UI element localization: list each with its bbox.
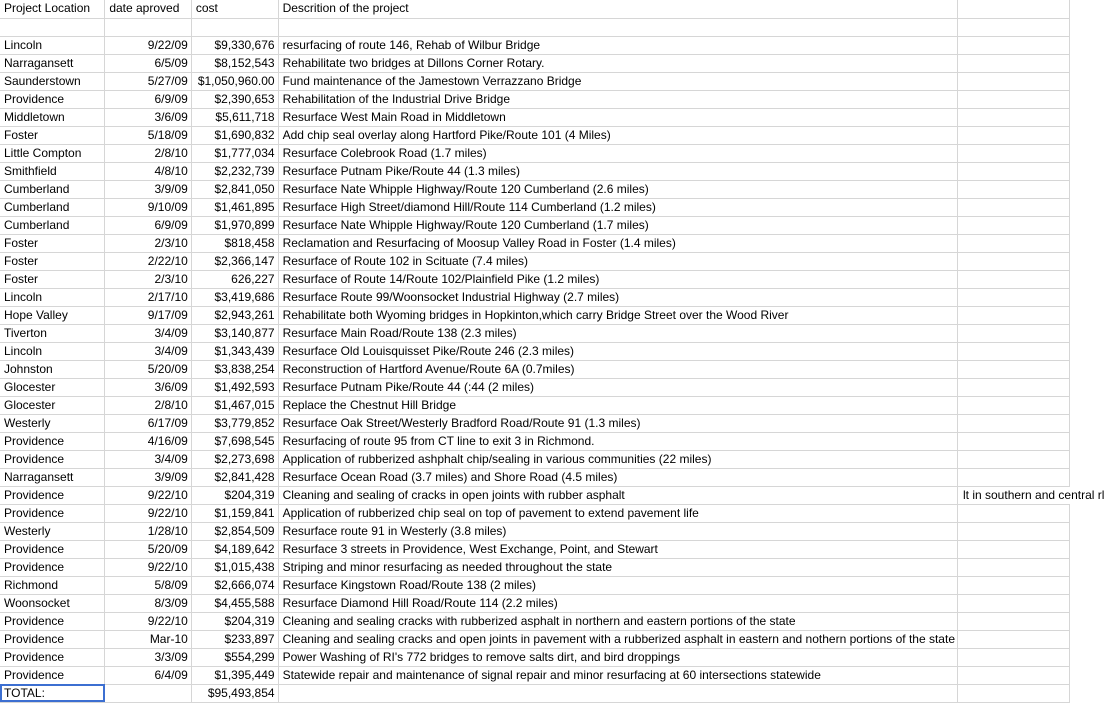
cell-description[interactable] xyxy=(278,324,957,342)
cell-date-approved[interactable]: 6/5/09 xyxy=(105,54,192,72)
cell-date-approved[interactable]: 6/17/09 xyxy=(105,414,192,432)
cell-description[interactable] xyxy=(278,414,957,432)
cell-project-location[interactable]: Smithfield xyxy=(0,162,105,180)
description-text: Application of rubberized chip seal on top of pavement to extend pavement life xyxy=(282,505,699,520)
table-row xyxy=(0,558,1070,576)
cell-project-location[interactable]: Providence xyxy=(0,504,105,522)
cell-extra[interactable] xyxy=(958,630,1070,648)
cell-description[interactable] xyxy=(278,216,957,234)
cell-date-approved[interactable]: 5/27/09 xyxy=(105,72,192,90)
cell-cost[interactable]: $4,455,588 xyxy=(191,594,278,612)
cell-date-approved[interactable]: 9/17/09 xyxy=(105,306,192,324)
description-text: Resurface of Route 102 in Scituate (7.4 miles) xyxy=(282,253,529,268)
header-description[interactable]: Descrition of the project xyxy=(278,0,957,18)
cell-extra[interactable] xyxy=(958,468,1070,486)
cell-description[interactable] xyxy=(278,378,957,396)
cell-cost[interactable]: $3,779,852 xyxy=(191,414,278,432)
cell-extra[interactable] xyxy=(958,234,1070,252)
cell-project-location[interactable]: Providence xyxy=(0,540,105,558)
cell-date-approved[interactable]: 2/3/10 xyxy=(105,234,192,252)
cell-date-approved[interactable]: 3/6/09 xyxy=(105,378,192,396)
table-row xyxy=(0,306,1070,324)
cell-cost[interactable]: $5,611,718 xyxy=(191,108,278,126)
header-row xyxy=(0,0,1070,18)
table-row xyxy=(0,234,1070,252)
cell-cost[interactable]: $2,943,261 xyxy=(191,306,278,324)
cell-extra[interactable] xyxy=(958,324,1070,342)
cell-extra[interactable] xyxy=(958,162,1070,180)
description-text: Resurface Diamond Hill Road/Route 114 (2.2 miles) xyxy=(282,595,558,610)
description-text: Resurface High Street/diamond Hill/Route 114 Cumberland (1.2 miles) xyxy=(282,199,656,214)
cell-description[interactable] xyxy=(278,468,957,486)
table-row xyxy=(0,288,1070,306)
cell-cost[interactable]: $9,330,676 xyxy=(191,36,278,54)
table-row xyxy=(0,126,1070,144)
table-row xyxy=(0,162,1070,180)
cell-description[interactable] xyxy=(278,648,957,666)
cell-extra[interactable] xyxy=(958,540,1070,558)
cell-project-location[interactable]: Lincoln xyxy=(0,342,105,360)
cell-date-approved[interactable]: 3/4/09 xyxy=(105,324,192,342)
total-row xyxy=(0,684,1070,702)
cell-date-approved[interactable]: 9/22/10 xyxy=(105,504,192,522)
description-text: resurfacing of route 146, Rehab of Wilbur Bridge xyxy=(282,37,541,52)
cell-project-location[interactable]: Providence xyxy=(0,648,105,666)
cell-extra[interactable] xyxy=(958,396,1070,414)
cell-extra[interactable] xyxy=(958,126,1070,144)
table-row xyxy=(0,72,1070,90)
cell-project-location[interactable]: Westerly xyxy=(0,414,105,432)
cell-cost[interactable]: $1,050,960.00 xyxy=(191,72,278,90)
cell-description[interactable] xyxy=(278,234,957,252)
cell-extra[interactable] xyxy=(958,612,1070,630)
cell-cost[interactable]: $3,419,686 xyxy=(191,288,278,306)
cell-project-location[interactable]: Middletown xyxy=(0,108,105,126)
cell-date-approved[interactable]: 2/22/10 xyxy=(105,252,192,270)
cell-cost[interactable]: $2,854,509 xyxy=(191,522,278,540)
description-text: Resurface Putnam Pike/Route 44 (:44 (2 miles) xyxy=(282,379,535,394)
table-row xyxy=(0,594,1070,612)
table-row xyxy=(0,486,1070,504)
cell-cost[interactable]: $2,232,739 xyxy=(191,162,278,180)
cell-description[interactable] xyxy=(278,432,957,450)
cell-extra[interactable] xyxy=(958,198,1070,216)
cell-cost[interactable]: $1,343,439 xyxy=(191,342,278,360)
description-text: Application of rubberized ashphalt chip/sealing in various communities (22 miles) xyxy=(282,451,712,466)
table-row xyxy=(0,612,1070,630)
cell-project-location[interactable]: Woonsocket xyxy=(0,594,105,612)
header-date-approved[interactable]: date aproved xyxy=(105,0,192,18)
cell-cost[interactable]: 626,227 xyxy=(191,270,278,288)
cell-extra[interactable] xyxy=(958,108,1070,126)
cell-date-approved[interactable]: 9/22/09 xyxy=(105,36,192,54)
description-text: Power Washing of RI's 772 bridges to remove salts dirt, and bird droppings xyxy=(282,649,680,664)
table-row xyxy=(0,378,1070,396)
cell-cost[interactable]: $1,970,899 xyxy=(191,216,278,234)
cell-extra[interactable] xyxy=(958,378,1070,396)
cell-cost[interactable]: $554,299 xyxy=(191,648,278,666)
cell-cost[interactable]: $2,273,698 xyxy=(191,450,278,468)
cell-cost[interactable]: $7,698,545 xyxy=(191,432,278,450)
cell-project-location[interactable]: Foster xyxy=(0,126,105,144)
cell-description[interactable] xyxy=(278,504,957,522)
description-text: Resurface Ocean Road (3.7 miles) and Shore Road (4.5 miles) xyxy=(282,469,618,484)
cell-project-location[interactable]: Narragansett xyxy=(0,54,105,72)
description-text: Fund maintenance of the Jamestown Verrazzano Bridge xyxy=(282,73,582,88)
cell-description[interactable] xyxy=(278,126,957,144)
empty-cell[interactable] xyxy=(958,18,1070,36)
cell-cost[interactable]: $3,838,254 xyxy=(191,360,278,378)
cell-cost[interactable]: $8,152,543 xyxy=(191,54,278,72)
table-row xyxy=(0,180,1070,198)
cell-extra[interactable] xyxy=(958,360,1070,378)
description-text: Striping and minor resurfacing as needed throughout the state xyxy=(282,559,613,574)
cell-cost[interactable]: $4,189,642 xyxy=(191,540,278,558)
cell-project-location[interactable]: Cumberland xyxy=(0,216,105,234)
description-text: Rehabilitate two bridges at Dillons Corner Rotary. xyxy=(282,55,545,70)
table-row xyxy=(0,324,1070,342)
empty-cell[interactable] xyxy=(0,18,105,36)
description-text: Rehabilitation of the Industrial Drive Bridge xyxy=(282,91,511,106)
table-row xyxy=(0,576,1070,594)
cell-project-location[interactable]: Lincoln xyxy=(0,36,105,54)
empty-cell[interactable] xyxy=(278,18,957,36)
cell-cost[interactable]: $2,366,147 xyxy=(191,252,278,270)
cell-project-location[interactable]: Providence xyxy=(0,450,105,468)
cell-description[interactable] xyxy=(278,396,957,414)
description-text: Resurface Putnam Pike/Route 44 (1.3 miles) xyxy=(282,163,521,178)
cell-description[interactable] xyxy=(278,270,957,288)
description-text: Rehabilitate both Wyoming bridges in Hopkinton,which carry Bridge Street over the Wood River xyxy=(282,307,789,322)
table-row xyxy=(0,396,1070,414)
cell-date-approved[interactable]: 3/9/09 xyxy=(105,180,192,198)
cell-date-approved[interactable]: 3/9/09 xyxy=(105,468,192,486)
cell-cost[interactable]: $1,015,438 xyxy=(191,558,278,576)
empty-cell[interactable] xyxy=(278,684,957,702)
description-text: Statewide repair and maintenance of signal repair and minor resurfacing at 60 intersections statewide xyxy=(282,667,821,682)
cell-extra[interactable] xyxy=(958,594,1070,612)
cell-date-approved[interactable]: Mar-10 xyxy=(105,630,192,648)
header-project-location[interactable]: Project Location xyxy=(0,0,105,18)
cell-extra[interactable] xyxy=(958,90,1070,108)
cell-description[interactable] xyxy=(278,144,957,162)
empty-cell[interactable] xyxy=(105,684,192,702)
cell-extra[interactable] xyxy=(958,288,1070,306)
description-text: Resurface Route 99/Woonsocket Industrial Highway (2.7 miles) xyxy=(282,289,620,304)
cell-cost[interactable]: $204,319 xyxy=(191,486,278,504)
cell-date-approved[interactable]: 3/4/09 xyxy=(105,450,192,468)
cell-cost[interactable]: $1,777,034 xyxy=(191,144,278,162)
description-text: Add chip seal overlay along Hartford Pike/Route 101 (4 Miles) xyxy=(282,127,611,142)
cell-project-location[interactable]: Providence xyxy=(0,630,105,648)
cell-date-approved[interactable]: 5/20/09 xyxy=(105,360,192,378)
cell-description[interactable] xyxy=(278,666,957,684)
cell-project-location[interactable]: Providence xyxy=(0,486,105,504)
empty-row xyxy=(0,18,1070,36)
cell-project-location[interactable]: Foster xyxy=(0,252,105,270)
description-text: Resurface Oak Street/Westerly Bradford Road/Route 91 (1.3 miles) xyxy=(282,415,641,430)
table-row xyxy=(0,90,1070,108)
cell-date-approved[interactable]: 2/17/10 xyxy=(105,288,192,306)
table-row xyxy=(0,630,1070,648)
cell-cost[interactable]: $233,897 xyxy=(191,630,278,648)
cell-description[interactable] xyxy=(278,612,957,630)
cell-date-approved[interactable]: 3/3/09 xyxy=(105,648,192,666)
cell-project-location[interactable]: Providence xyxy=(0,558,105,576)
cell-description[interactable] xyxy=(278,288,957,306)
cell-date-approved[interactable]: 9/22/10 xyxy=(105,558,192,576)
cell-cost[interactable]: $1,395,449 xyxy=(191,666,278,684)
cell-project-location[interactable]: Little Compton xyxy=(0,144,105,162)
cell-extra[interactable] xyxy=(958,576,1070,594)
cell-description[interactable] xyxy=(278,576,957,594)
cell-project-location[interactable]: Foster xyxy=(0,234,105,252)
cell-description[interactable] xyxy=(278,54,957,72)
cell-cost[interactable]: $2,841,050 xyxy=(191,180,278,198)
cell-description[interactable] xyxy=(278,306,957,324)
cell-project-location[interactable]: Foster xyxy=(0,270,105,288)
cell-project-location[interactable]: Lincoln xyxy=(0,288,105,306)
description-text: Cleaning and sealing of cracks in open joints with rubber asphalt xyxy=(282,487,625,502)
cell-project-location[interactable]: Providence xyxy=(0,432,105,450)
overflow-text: lt in southern and central rl xyxy=(963,487,1105,502)
cell-date-approved[interactable]: 6/4/09 xyxy=(105,666,192,684)
description-text: Resurface Main Road/Route 138 (2.3 miles) xyxy=(282,325,517,340)
cell-extra[interactable] xyxy=(958,648,1070,666)
empty-cell[interactable] xyxy=(958,0,1070,18)
cell-date-approved[interactable]: 1/28/10 xyxy=(105,522,192,540)
description-text: Resurface Colebrook Road (1.7 miles) xyxy=(282,145,487,160)
cell-cost[interactable]: $1,492,593 xyxy=(191,378,278,396)
cell-description[interactable] xyxy=(278,36,957,54)
cell-description[interactable] xyxy=(278,162,957,180)
table-row xyxy=(0,144,1070,162)
cell-description[interactable] xyxy=(278,180,957,198)
cell-description[interactable] xyxy=(278,522,957,540)
description-text: Reclamation and Resurfacing of Moosup Valley Road in Foster (1.4 miles) xyxy=(282,235,676,250)
description-text: Resurface Kingstown Road/Route 138 (2 miles) xyxy=(282,577,537,592)
total-label-cell[interactable]: TOTAL: xyxy=(0,684,105,702)
cell-description[interactable] xyxy=(278,90,957,108)
cell-project-location[interactable]: Glocester xyxy=(0,396,105,414)
cell-date-approved[interactable]: 3/4/09 xyxy=(105,342,192,360)
cell-project-location[interactable]: Providence xyxy=(0,612,105,630)
table-row xyxy=(0,252,1070,270)
cell-date-approved[interactable]: 2/3/10 xyxy=(105,270,192,288)
table-row xyxy=(0,522,1070,540)
cell-extra[interactable] xyxy=(958,414,1070,432)
empty-cell[interactable] xyxy=(105,18,192,36)
cell-project-location[interactable]: Cumberland xyxy=(0,180,105,198)
description-text: Resurface Old Louisquisset Pike/Route 246 (2.3 miles) xyxy=(282,343,575,358)
cell-date-approved[interactable]: 9/22/10 xyxy=(105,486,192,504)
cell-description[interactable] xyxy=(278,198,957,216)
cell-description[interactable] xyxy=(278,450,957,468)
cell-project-location[interactable]: Johnston xyxy=(0,360,105,378)
cell-cost[interactable]: $204,319 xyxy=(191,612,278,630)
cell-extra[interactable] xyxy=(958,36,1070,54)
cell-extra[interactable] xyxy=(958,504,1070,522)
cell-cost[interactable]: $2,390,653 xyxy=(191,90,278,108)
cell-project-location[interactable]: Westerly xyxy=(0,522,105,540)
cell-extra[interactable] xyxy=(958,72,1070,90)
table-row xyxy=(0,54,1070,72)
description-text: Cleaning and sealing cracks with rubberized asphalt in northern and eastern portions of the state xyxy=(282,613,796,628)
cell-date-approved[interactable]: 4/8/10 xyxy=(105,162,192,180)
description-text: Resurface 3 streets in Providence, West Exchange, Point, and Stewart xyxy=(282,541,658,556)
description-text: Resurface of Route 14/Route 102/Plainfield Pike (1.2 miles) xyxy=(282,271,600,286)
cell-date-approved[interactable]: 5/8/09 xyxy=(105,576,192,594)
cell-cost[interactable]: $2,666,074 xyxy=(191,576,278,594)
cell-extra[interactable] xyxy=(958,558,1070,576)
empty-cell[interactable] xyxy=(191,18,278,36)
cell-extra[interactable] xyxy=(958,342,1070,360)
table-row xyxy=(0,540,1070,558)
cell-extra[interactable] xyxy=(958,144,1070,162)
cell-description[interactable] xyxy=(278,630,957,648)
cell-extra[interactable] xyxy=(958,666,1070,684)
total-cost-cell[interactable]: $95,493,854 xyxy=(191,684,278,702)
cell-project-location[interactable]: Providence xyxy=(0,666,105,684)
cell-extra[interactable] xyxy=(958,450,1070,468)
cell-extra[interactable] xyxy=(958,54,1070,72)
table-row xyxy=(0,414,1070,432)
cell-extra[interactable] xyxy=(958,270,1070,288)
table-row xyxy=(0,36,1070,54)
description-text: Resurface Nate Whipple Highway/Route 120 Cumberland (2.6 miles) xyxy=(282,181,649,196)
cell-cost[interactable]: $3,140,877 xyxy=(191,324,278,342)
cell-date-approved[interactable]: 9/22/10 xyxy=(105,612,192,630)
cell-description[interactable] xyxy=(278,558,957,576)
table-row xyxy=(0,342,1070,360)
cell-date-approved[interactable]: 2/8/10 xyxy=(105,144,192,162)
cell-cost[interactable]: $1,461,895 xyxy=(191,198,278,216)
table-row xyxy=(0,450,1070,468)
table-row xyxy=(0,666,1070,684)
cell-project-location[interactable]: Saunderstown xyxy=(0,72,105,90)
cell-project-location[interactable]: Tiverton xyxy=(0,324,105,342)
table-row xyxy=(0,432,1070,450)
cell-extra[interactable] xyxy=(958,180,1070,198)
cell-date-approved[interactable]: 6/9/09 xyxy=(105,90,192,108)
cell-description[interactable] xyxy=(278,486,957,504)
cell-date-approved[interactable]: 9/10/09 xyxy=(105,198,192,216)
cell-description[interactable] xyxy=(278,594,957,612)
table-row xyxy=(0,216,1070,234)
cell-project-location[interactable]: Narragansett xyxy=(0,468,105,486)
table-row xyxy=(0,468,1070,486)
cell-cost[interactable]: $1,690,832 xyxy=(191,126,278,144)
table-row xyxy=(0,108,1070,126)
description-text: Cleaning and sealing cracks and open joints in pavement with a rubberized asphalt in eastern and nothern portions of the state xyxy=(282,631,955,646)
cell-description[interactable] xyxy=(278,342,957,360)
cell-date-approved[interactable]: 4/16/09 xyxy=(105,432,192,450)
cell-cost[interactable]: $2,841,428 xyxy=(191,468,278,486)
table-row xyxy=(0,648,1070,666)
cell-date-approved[interactable]: 8/3/09 xyxy=(105,594,192,612)
description-text: Resurfacing of route 95 from CT line to exit 3 in Richmond. xyxy=(282,433,595,448)
cell-date-approved[interactable]: 2/8/10 xyxy=(105,396,192,414)
description-text: Replace the Chestnut Hill Bridge xyxy=(282,397,456,412)
cell-extra[interactable] xyxy=(958,522,1070,540)
cell-cost[interactable]: $1,467,015 xyxy=(191,396,278,414)
cell-cost[interactable]: $818,458 xyxy=(191,234,278,252)
cell-extra[interactable] xyxy=(958,432,1070,450)
table-row xyxy=(0,198,1070,216)
description-text: Resurface route 91 in Westerly (3.8 miles) xyxy=(282,523,507,538)
description-text: Resurface West Main Road in Middletown xyxy=(282,109,506,124)
table-row xyxy=(0,504,1070,522)
cell-description[interactable] xyxy=(278,72,957,90)
cell-date-approved[interactable]: 5/20/09 xyxy=(105,540,192,558)
cell-project-location[interactable]: Richmond xyxy=(0,576,105,594)
description-text: Resurface Nate Whipple Highway/Route 120 Cumberland (1.7 miles) xyxy=(282,217,649,232)
cell-extra[interactable] xyxy=(958,216,1070,234)
cell-description[interactable] xyxy=(278,108,957,126)
description-text: Reconstruction of Hartford Avenue/Route 6A (0.7miles) xyxy=(282,361,575,376)
table-row xyxy=(0,360,1070,378)
cell-project-location[interactable]: Providence xyxy=(0,90,105,108)
header-cost[interactable]: cost xyxy=(191,0,278,18)
cell-description[interactable] xyxy=(278,360,957,378)
empty-cell[interactable] xyxy=(958,684,1070,702)
cell-date-approved[interactable]: 3/6/09 xyxy=(105,108,192,126)
cell-extra[interactable] xyxy=(958,486,1105,504)
cell-date-approved[interactable]: 6/9/09 xyxy=(105,216,192,234)
cell-description[interactable] xyxy=(278,252,957,270)
cell-project-location[interactable]: Glocester xyxy=(0,378,105,396)
cell-project-location[interactable]: Hope Valley xyxy=(0,306,105,324)
cell-extra[interactable] xyxy=(958,306,1070,324)
cell-project-location[interactable]: Cumberland xyxy=(0,198,105,216)
cell-description[interactable] xyxy=(278,540,957,558)
cell-extra[interactable] xyxy=(958,252,1070,270)
cell-date-approved[interactable]: 5/18/09 xyxy=(105,126,192,144)
cell-cost[interactable]: $1,159,841 xyxy=(191,504,278,522)
table-row xyxy=(0,270,1070,288)
